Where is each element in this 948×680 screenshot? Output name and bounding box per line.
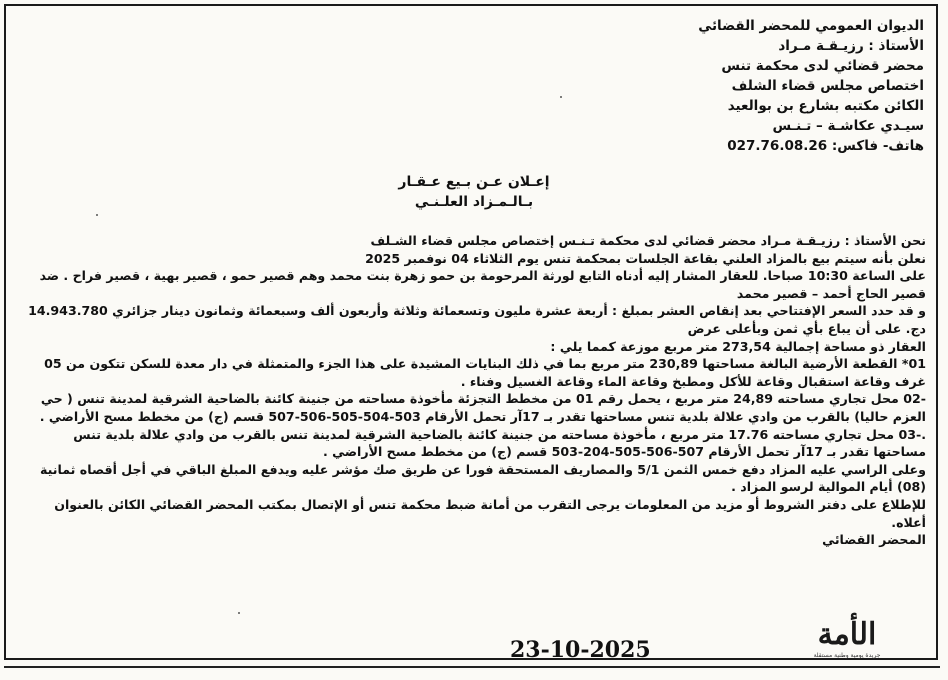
letterhead-phone: هاتف- فاكس: 027.76.08.26 <box>727 138 924 154</box>
body-signature: المحضر القضائي <box>822 532 926 548</box>
body-sale-date: نعلن بأنه سيتم بيع بالمزاد العلني بقاعة الجلسات بمحكمة تنس يوم الثلاثاء 04 نوفمبر 2025 <box>365 250 926 266</box>
print-speck <box>560 96 562 98</box>
body-parties: على الساعة 10:30 صباحا. للعقار المشار إليه أدناه التابع لورثة المرحومة بن حمو زهرة بنت محمد وهم قصير حمو ، قصير بهية ، قصير فراح . ضد قصير الحاج أحمد – قصير محمد <box>39 268 926 301</box>
body-lot-1: 01* القطعة الأرضية البالغة مساحتها 230,89 متر مربع بما في ذلك البنايات المشيدة على هذا الجزء والمتمثلة في دار معدة للسكن تتكون من 05 غرف وقاعة استقبال وقاعة للأكل ومطبخ وقاعة الماء وقاعة الغسيل وفناء . <box>44 356 926 389</box>
letterhead-city: سيـدي عكاشـة – تـنـس <box>772 118 924 134</box>
body-lot-3: .-03 محل تجاري مساحته 17.76 متر مربع ، مأخوذة مساحته من جنينة كائنة بالضاحية الشرقية لمدينة تنس بالقرب من وادي علالة بلدية تنس مساحتها تقدر بـ 17آر تحمل الأرقام 507-506-505-204-503 قسم (ج) من مخطط مسح الأراضي . <box>73 426 926 460</box>
newspaper-logo-text: الأمة <box>817 617 877 652</box>
notice-body <box>20 232 926 549</box>
newspaper-logo-tagline: جريدة يومية وطنية مستقلة <box>813 652 881 659</box>
body-total-area: العقار ذو مساحة إجمالية 273,54 متر مربع موزعة كمما يلي : <box>550 338 926 354</box>
letterhead-address: الكائن مكتبه بشارع بن بوالعيد <box>727 98 924 114</box>
notice-title <box>0 172 948 212</box>
publication-date: 23-10-2025 <box>510 637 651 663</box>
body-payment-terms: وعلى الراسي عليه المزاد دفع خمس الثمن 5/1 والمصاريف المستحقة فورا عن طريق صك مؤشر عليه ويدفع المبلغ الباقي في أجل أقصاه ثمانية (08) أيام الموالية لرسو المزاد . <box>40 461 926 495</box>
newspaper-logo <box>782 618 912 660</box>
body-contact-info: للإطلاع على دفتر الشروط أو مزيد من المعلومات يرجى التقرب من أمانة ضبط محكمة تنس أو الإتصال بمكتب المحضر القضائي الكائن بالعنوان أعلاه. <box>54 496 926 530</box>
notice-title-line-1: إعـلان عـن بـيع عـقـار <box>398 174 550 190</box>
letterhead-jurisdiction: اختصاص مجلس قضاء الشلف <box>731 78 924 94</box>
page-bottom-rule <box>4 666 940 668</box>
letterhead-court: محضر قضائي لدى محكمة تنس <box>721 58 924 74</box>
print-speck <box>96 214 98 216</box>
body-intro: نحن الأستاذ : رزيـقـة مـراد محضر قضائي لدى محكمة تـنـس إختصاص مجلس قضاء الشـلف <box>370 233 926 248</box>
print-speck <box>238 612 240 614</box>
bailiff-letterhead <box>698 16 924 156</box>
letterhead-office: الديوان العمومي للمحضر القضائي <box>698 18 924 34</box>
letterhead-name: الأستاذ : رزيـقـة مـراد <box>778 38 924 54</box>
body-opening-price: و قد حدد السعر الإفتتاحي بعد إنقاص العشر بمبلغ : أربعة عشرة مليون وتسعمائة وثلاثة وأربعون ألف وسبعمائة وثمانون دينار جزائري 14.943.780 دج. على أن يباع بأي ثمن وبأعلى عرض <box>28 303 926 336</box>
body-lot-2: -02 محل تجاري مساحته 24,89 متر مربع ، يحمل رقم 01 من مخطط التجزئة مأخوذة مساحته من جنينة كائنة بالضاحية الشرقية لمدينة تنس ( حي العزم حاليا) بالقرب من وادي علالة بلدية تنس مساحتها تقدر بـ 17آر تحمل الأرقام 503-504-505-506-507 قسم (ج) من مخطط مسح الأراضي . <box>39 391 926 424</box>
notice-title-line-2: بـالـمـزاد العلـنـي <box>414 194 534 210</box>
